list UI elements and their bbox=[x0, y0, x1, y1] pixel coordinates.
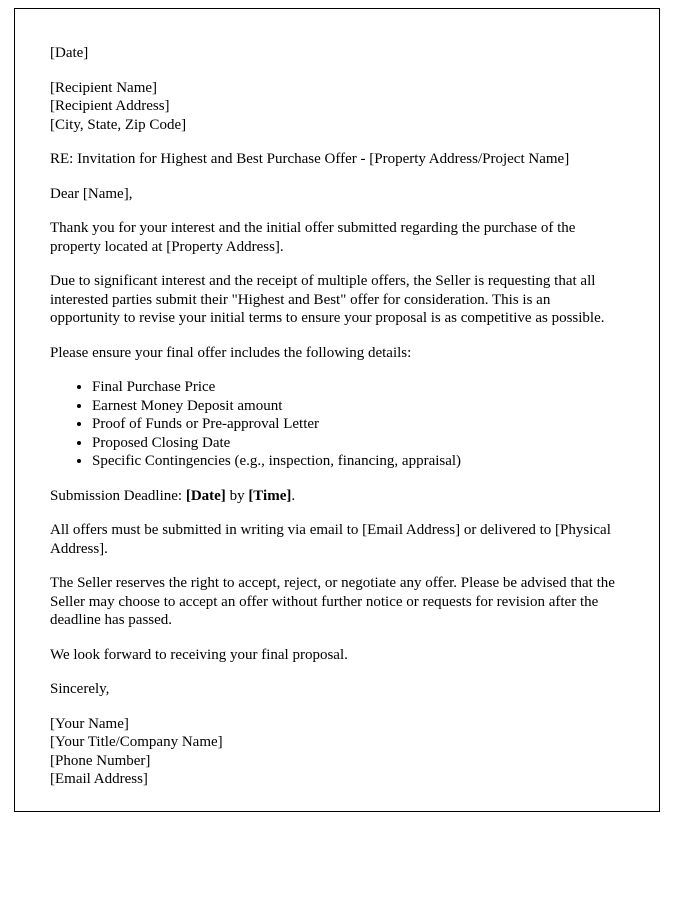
date-line: [Date] bbox=[50, 45, 89, 61]
letter-body bbox=[15, 9, 659, 812]
deadline-line bbox=[50, 487, 624, 506]
deadline-prefix: Submission Deadline: bbox=[50, 487, 186, 504]
deadline-suffix: . bbox=[291, 487, 296, 504]
signature-email: [Email Address] bbox=[50, 771, 148, 787]
subject-line: RE: Invitation for Highest and Best Purchase Offer - [Property Address/Project Name] bbox=[50, 151, 570, 167]
recipient-block bbox=[50, 79, 624, 135]
recipient-city-state-zip: [City, State, Zip Code] bbox=[50, 116, 187, 133]
recipient-name: [Recipient Name] bbox=[50, 79, 158, 96]
paragraph-seller-rights: The Seller reserves the right to accept, reject, or negotiate any offer. Please be advised that the Seller may choose to accept an offer without further notice or requests for revision after the deadline has passed. bbox=[50, 575, 615, 628]
list-item-proof-of-funds: • Proof of Funds or Pre-approval Letter bbox=[92, 415, 624, 434]
signature-name: [Your Name] bbox=[50, 715, 129, 732]
closing: Sincerely, bbox=[50, 681, 110, 697]
signature-block bbox=[50, 715, 624, 789]
list-item-earnest-money: • Earnest Money Deposit amount bbox=[92, 397, 624, 416]
signature-title-company: [Your Title/Company Name] bbox=[50, 734, 223, 750]
letter-page bbox=[14, 8, 660, 812]
salutation: Dear [Name], bbox=[50, 185, 133, 202]
paragraph-details-intro: Please ensure your final offer includes the following details: bbox=[50, 344, 412, 361]
paragraph-look-forward: We look forward to receiving your final proposal. bbox=[50, 646, 348, 663]
recipient-address: [Recipient Address] bbox=[50, 98, 170, 114]
deadline-middle: by bbox=[225, 487, 249, 504]
deadline-date: [Date] bbox=[185, 487, 226, 504]
list-item-purchase-price: • Final Purchase Price bbox=[92, 378, 624, 397]
offer-details-list bbox=[50, 378, 624, 471]
signature-phone: [Phone Number] bbox=[50, 752, 151, 769]
list-item-closing-date: • Proposed Closing Date bbox=[92, 434, 624, 453]
paragraph-thank-you: Thank you for your interest and the initial offer submitted regarding the purchase of the property located at [Property Address]. bbox=[50, 220, 576, 255]
paragraph-submission-method: All offers must be submitted in writing via email to [Email Address] or delivered to [Physical Address]. bbox=[50, 522, 611, 557]
paragraph-multiple-offers: Due to significant interest and the receipt of multiple offers, the Seller is requesting that all interested parties submit their "Highest and Best" offer for consideration. This is an opportunity to revise your initial terms to ensure your proposal is as competitive as possible. bbox=[50, 273, 605, 326]
deadline-time: [Time] bbox=[248, 487, 292, 504]
list-item-contingencies: • Specific Contingencies (e.g., inspection, financing, appraisal) bbox=[92, 452, 624, 471]
